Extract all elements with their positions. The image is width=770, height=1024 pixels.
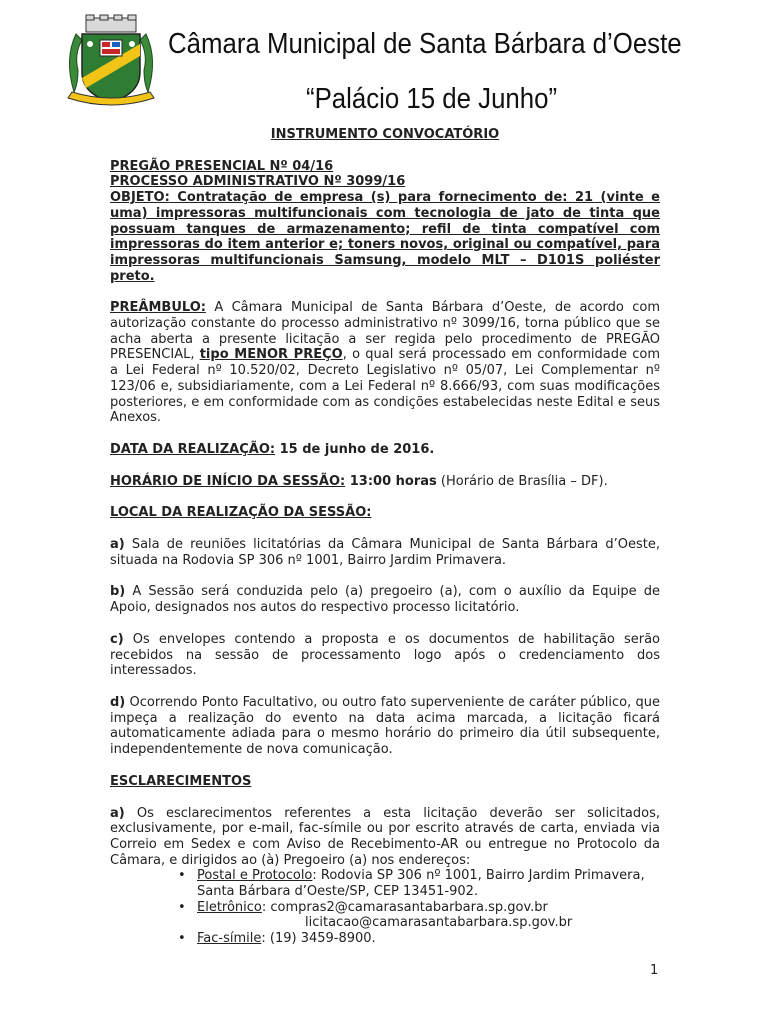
local-c-text: Os envelopes contendo a proposta e os documentos de habilitação serão recebidos na sessão de processamento logo após o credenciamento dos interessados. (110, 631, 660, 679)
coat-of-arms-logo (62, 14, 160, 110)
preambulo-paragraph (110, 300, 660, 426)
list-item (170, 900, 660, 931)
list-item (170, 868, 660, 899)
local-item-d (110, 695, 660, 758)
processo-number: PROCESSO ADMINISTRATIVO Nº 3099/16 (110, 174, 406, 190)
local-c-label: c) (110, 631, 124, 647)
email-text: : compras2@camarasantabarbara.sp.gov.br (261, 899, 548, 915)
horario-inicio (110, 474, 660, 490)
objeto-label: OBJETO: (110, 190, 170, 206)
local-d-text: Ocorrendo Ponto Facultativo, ou outro fato superveniente de caráter público, que impeça a realização do evento na data acima marcada, a licitação ficará automaticamente adiada para o mesmo horário do primeiro dia útil subsequente, independentemente de nova comunicação. (110, 694, 660, 758)
esclarecimentos-heading: ESCLARECIMENTOS (110, 773, 252, 789)
esclarecimentos-item-a (110, 806, 660, 869)
local-d-label: d) (110, 694, 126, 710)
list-item (170, 931, 660, 947)
local-item-b (110, 584, 660, 615)
local-item-a (110, 537, 660, 568)
local-b-label: b) (110, 584, 126, 600)
escl-a-label: a) (110, 805, 125, 821)
email-label: Eletrônico (197, 899, 262, 915)
preambulo-label: PREÂMBULO: (110, 300, 206, 316)
local-item-c (110, 632, 660, 679)
fax-label: Fac-símile (197, 931, 262, 947)
postal-label: Postal e Protocolo (197, 868, 313, 884)
contact-list (110, 868, 660, 947)
objeto-paragraph (110, 190, 660, 284)
preambulo-tipo: tipo MENOR PREÇO (199, 347, 343, 363)
local-a-label: a) (110, 537, 125, 553)
horario-value: 13:00 horas (345, 473, 437, 489)
horario-note: (Horário de Brasília – DF). (436, 473, 608, 489)
email-secondary: licitacao@camarasantabarbara.sp.gov.br (305, 915, 573, 931)
local-heading: LOCAL DA REALIZAÇÃO DA SESSÃO: (110, 505, 372, 521)
document-title: INSTRUMENTO CONVOCATÓRIO (270, 127, 500, 142)
organization-name: Câmara Municipal de Santa Bárbara d’Oeste (168, 28, 682, 60)
local-a-text: Sala de reuniões licitatórias da Câmara Municipal de Santa Bárbara d’Oeste, situada na Rodovia SP 306 nº 1001, Bairro Jardim Primavera. (110, 537, 660, 568)
data-realizacao (110, 442, 660, 458)
palace-name: “Palácio 15 de Junho” (306, 83, 558, 115)
data-label: DATA DA REALIZAÇÃO: (110, 441, 276, 457)
local-b-text: A Sessão será conduzida pelo (a) pregoeiro (a), com o auxílio da Equipe de Apoio, designados nos autos do respectivo processo licitatório. (110, 584, 660, 616)
page-number: 1 (650, 963, 659, 978)
data-value: 15 de junho de 2016. (275, 441, 435, 457)
horario-label: HORÁRIO DE INÍCIO DA SESSÃO: (110, 473, 346, 489)
document-body (110, 127, 660, 947)
preambulo-text-1: A Câmara Municipal de Santa Bárbara d’Oeste, de acordo com autorização constante do processo administrativo nº 3099/16, torna público que se acha aberta a presente licitação a ser regida pelo procedimento de PREGÃO PRESENCIAL, (110, 300, 660, 363)
fax-text: : (19) 3459-8900. (261, 931, 376, 947)
preambulo-text-2: , o qual será processado em conformidade com a Lei Federal nº 10.520/02, Decreto Legislativo nº 05/07, Lei Complementar nº 123/06 e, subsidiariamente, com a Lei Federal nº 8.666/93, com suas modificações posteriores, e em conformidade com as condições estabelecidas neste Edital e seus Anexos. (110, 347, 661, 426)
postal-text: : Rodovia SP 306 nº 1001, Bairro Jardim Primavera, Santa Bárbara d’Oeste/SP, CEP 13451-902. (197, 868, 645, 900)
pregao-number: PREGÃO PRESENCIAL Nº 04/16 (110, 158, 334, 174)
objeto-text: Contratação de empresa (s) para fornecimento de: 21 (vinte e uma) impressoras multifuncionais com tecnologia de jato de tinta que possuam tanques de armazenamento; refil de tinta compatível com impressoras do item anterior e; toners novos, original ou compatível, para impressoras multifuncionais Samsung, modelo MLT – D101S poliéster preto. (110, 190, 660, 284)
escl-a-text: Os esclarecimentos referentes a esta licitação deverão ser solicitados, exclusivamente, por e-mail, fac-símile ou por escrito através de carta, enviada via Correio em Sedex e com Aviso de Recebimento-AR ou entregue no Protocolo da Câmara, e dirigidos ao (à) Pregoeiro (a) nos endereços: (110, 805, 660, 868)
